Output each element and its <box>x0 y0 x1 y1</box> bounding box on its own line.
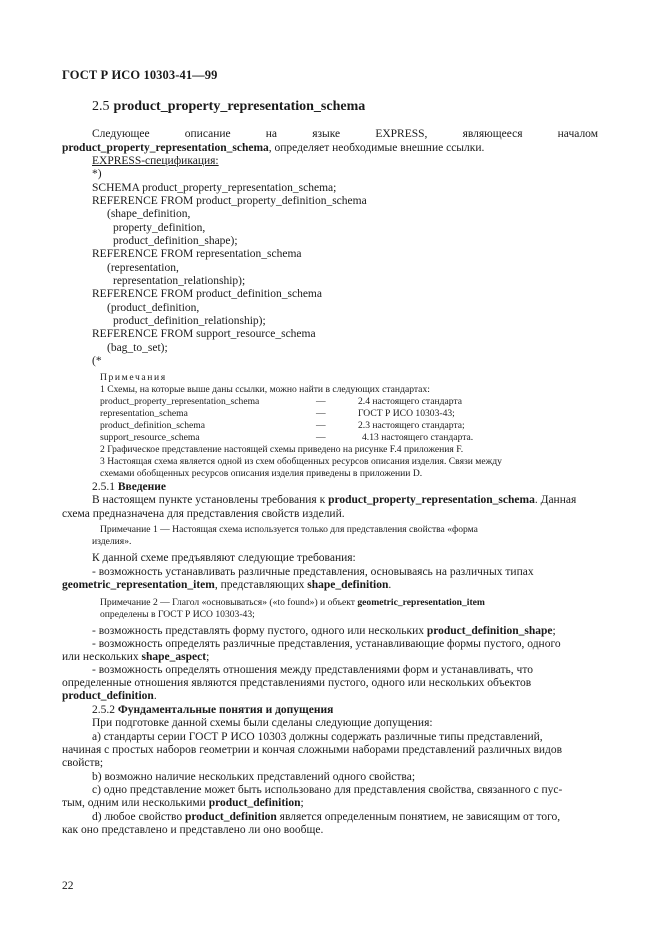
subsection-number: 2.5.1 <box>92 481 115 493</box>
note-1: 1 Схемы, на которые выше даны ссылки, можно найти в следующих стандартах: <box>100 384 430 395</box>
subsection-number: 2.5.2 <box>92 704 115 716</box>
schema-name-bold: product_property_representation_schema <box>328 494 535 506</box>
intro-word: Следующее <box>92 128 150 140</box>
req-text: ; <box>552 625 556 637</box>
section-heading <box>92 99 365 115</box>
intro-word: на <box>265 128 278 140</box>
assumption-a-line-1: a) стандарты серии ГОСТ Р ИСО 10303 должны содержать различные типы представлений, <box>92 731 543 743</box>
assumption-c-line-2 <box>62 797 304 810</box>
code-line: (representation, <box>107 262 179 274</box>
req-2 <box>92 625 556 638</box>
assumption-b: b) возможно наличие нескольких представлений одного свойства; <box>92 771 416 783</box>
para-intro-line-2: схема предназначена для представления свойств изделий. <box>62 508 345 520</box>
ref-schema: support_resource_schema <box>100 432 200 443</box>
note-text: Примечание 2 — Глагол «основываться» («to found») и объект <box>100 597 355 608</box>
assumptions-intro: При подготовке данной схемы были сделаны следующие допущения: <box>92 717 433 729</box>
section-title: product_property_representation_schema <box>113 99 366 114</box>
entity-name-bold: geometric_representation_item <box>357 597 485 608</box>
subsection-title: Введение <box>117 481 166 493</box>
entity-name-bold: product_definition <box>62 690 154 702</box>
entity-name-bold: shape_aspect <box>141 651 207 663</box>
ref-schema: product_property_representation_schema <box>100 396 260 407</box>
ref-dash: — <box>316 408 326 419</box>
document-header: ГОСТ Р ИСО 10303-41—99 <box>62 68 218 82</box>
para-intro-line <box>92 494 576 507</box>
req-1-line-2 <box>62 579 391 592</box>
express-spec-label: EXPRESS-спецификация: <box>92 155 219 167</box>
assumption-text: тым, одним или несколькими <box>62 797 209 809</box>
req-text: - возможность представлять форму пустого, одного или нескольких <box>92 625 427 637</box>
assumption-a-line-3: свойств; <box>62 757 104 769</box>
code-line: product_definition_relationship); <box>113 315 266 327</box>
entity-name-bold: geometric_representation_item <box>62 579 215 591</box>
page-number: 22 <box>62 880 74 892</box>
req-4-line-1: - возможность определять отношения между представлениями форм и устанавливать, что <box>92 664 533 676</box>
code-line: representation_relationship); <box>113 275 246 287</box>
intro-word: началом <box>557 128 598 140</box>
code-line: SCHEMA product_property_representation_schema; <box>92 182 337 194</box>
para-text: В настоящем пункте установлены требования к <box>92 494 329 506</box>
assumption-d-line-1 <box>92 811 560 824</box>
subsection-2-5-1-heading <box>92 481 166 494</box>
req-text: или нескольких <box>62 651 142 663</box>
req-3-line-1: - возможность определять различные представления, устанавливающие формы пустого, одного <box>92 638 561 650</box>
ref-dash: — <box>316 420 326 431</box>
code-line: REFERENCE FROM product_definition_schema <box>92 288 322 300</box>
code-line: property_definition, <box>113 222 206 234</box>
ref-dash: — <box>316 396 326 407</box>
intro-line-2 <box>62 142 484 155</box>
ref-source: 4.13 настоящего стандарта. <box>362 432 474 443</box>
code-line: (* <box>92 355 102 367</box>
code-line: product_definition_shape); <box>113 235 238 247</box>
note-2: 2 Графическое представление настоящей схемы приведено на рисунке F.4 приложения F. <box>100 444 464 455</box>
intro-line-1 <box>92 128 598 141</box>
para-text: . Данная <box>534 494 577 506</box>
ref-source: ГОСТ Р ИСО 10303-43; <box>358 408 455 419</box>
note-1-line-2: изделия». <box>92 536 132 547</box>
assumption-c-line-1: c) одно представление может быть использовано для представления свойства, связанного с пус- <box>92 784 563 796</box>
code-line: *) <box>92 168 102 180</box>
assumption-d-line-2: как оно представлено и представлено ли оно вообще. <box>62 824 324 836</box>
intro-word: описание <box>184 128 231 140</box>
req-text: ; <box>206 651 210 663</box>
notes-heading: Примечания <box>100 372 167 383</box>
assumption-text: ; <box>300 797 304 809</box>
entity-name-bold: product_definition <box>208 797 301 809</box>
note-3-cont: схемами обобщенных ресурсов описания изделия приведены в приложении D. <box>100 468 423 479</box>
assumption-text: является определенным понятием, не зависящим от того, <box>276 811 561 823</box>
code-line: REFERENCE FROM product_property_definition_schema <box>92 195 367 207</box>
req-text: . <box>388 579 392 591</box>
entity-name-bold: shape_definition <box>307 579 389 591</box>
ref-source: 2.4 настоящего стандарта <box>358 396 463 407</box>
ref-schema: representation_schema <box>100 408 188 419</box>
entity-name-bold: product_definition_shape <box>426 625 553 637</box>
intro-word: EXPRESS, <box>375 128 428 140</box>
intro-word: языке <box>312 128 341 140</box>
intro-word: являющееся <box>462 128 523 140</box>
assumption-text: d) любое свойство <box>92 811 185 823</box>
code-line: (product_definition, <box>107 302 200 314</box>
note-1-line-1: Примечание 1 — Настоящая схема используется только для представления свойства «форма <box>100 524 478 535</box>
intro-text: , определяет необходимые внешние ссылки. <box>268 142 485 154</box>
req-text: . <box>153 690 157 702</box>
note-2-line-2: определены в ГОСТ Р ИСО 10303-43; <box>100 609 255 620</box>
note-3: 3 Настоящая схема является одной из схем обобщенных ресурсов описания изделия. Связи между <box>100 456 502 467</box>
entity-name-bold: product_definition <box>184 811 277 823</box>
code-line: REFERENCE FROM representation_schema <box>92 248 302 260</box>
assumption-a-line-2: начиная с простых наборов геометрии и кончая сложными наборами представлений различных видов <box>62 744 563 756</box>
req-text: , представляющих <box>214 579 308 591</box>
section-number: 2.5 <box>92 99 110 114</box>
requirements-intro: К данной схеме предъявляют следующие требования: <box>92 552 356 564</box>
code-line: (shape_definition, <box>107 208 191 220</box>
code-line: (bag_to_set); <box>107 342 168 354</box>
req-4-line-2: определенные отношения являются представлениями пустого, одного или нескольких объектов <box>62 677 532 689</box>
subsection-2-5-2-heading <box>92 704 333 717</box>
ref-schema: product_definition_schema <box>100 420 205 431</box>
note-2-line-1 <box>100 597 485 609</box>
req-3-line-2 <box>62 651 209 664</box>
code-line: REFERENCE FROM support_resource_schema <box>92 328 316 340</box>
req-4-line-3 <box>62 690 157 703</box>
schema-name-bold: product_property_representation_schema <box>62 142 269 154</box>
req-1-line-1: - возможность устанавливать различные представления, основываясь на различных типах <box>92 566 534 578</box>
ref-source: 2.3 настоящего стандарта; <box>358 420 465 431</box>
ref-dash: — <box>316 432 326 443</box>
subsection-title: Фундаментальные понятия и допущения <box>117 704 334 716</box>
